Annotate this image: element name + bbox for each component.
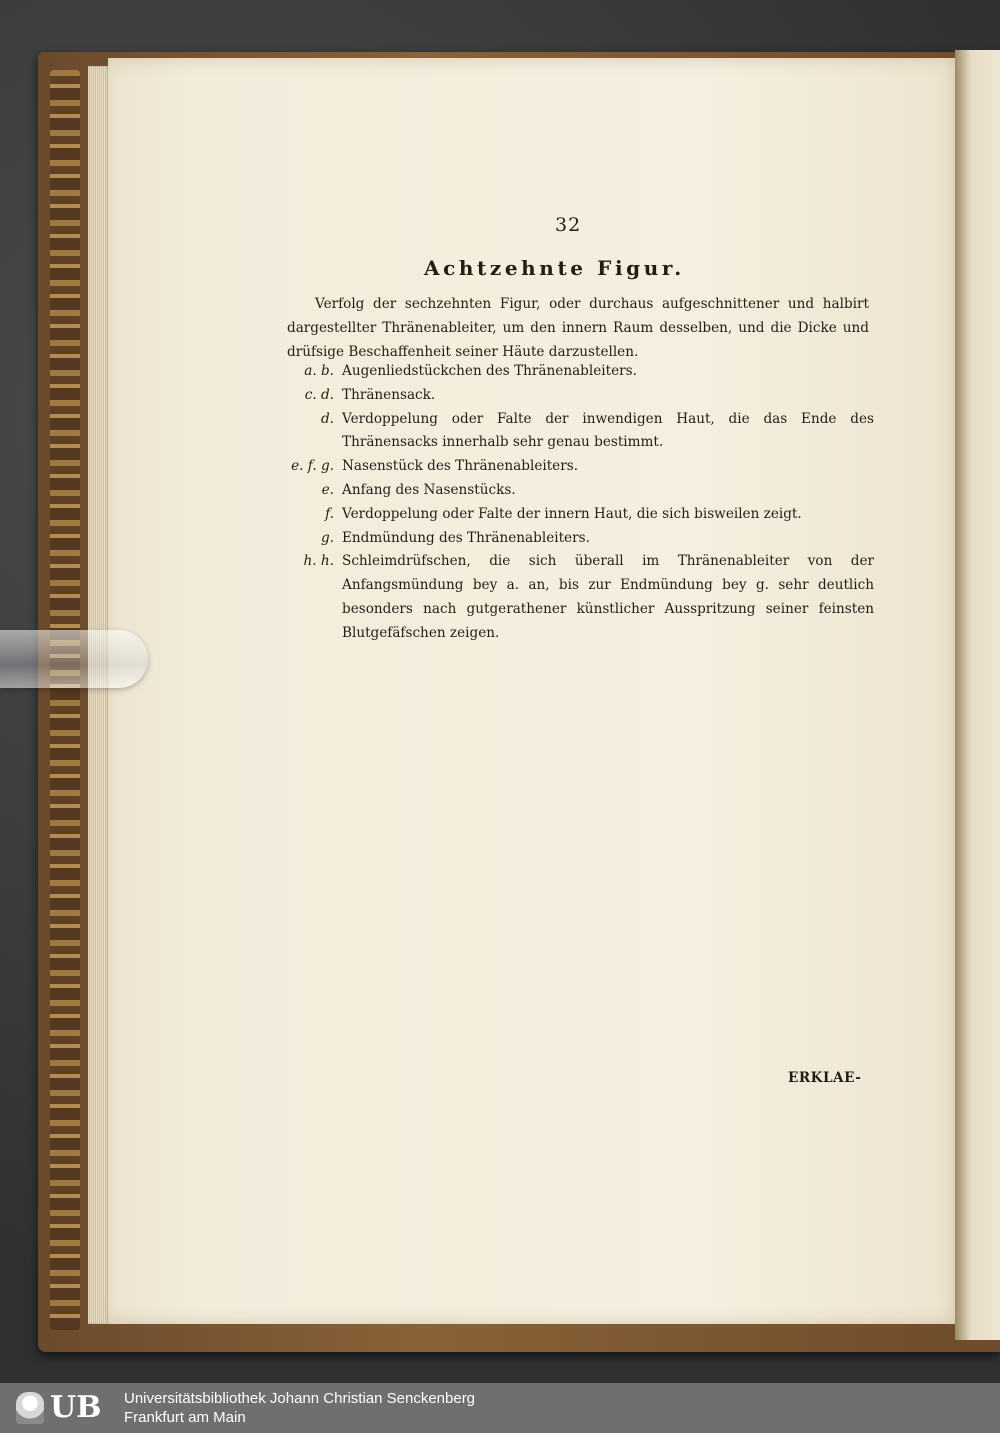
page-heading: Achtzehnte Figur. bbox=[424, 256, 685, 280]
legend-key: e. f. g. bbox=[291, 458, 334, 475]
legend-item bbox=[284, 503, 874, 527]
legend-text: Nasenstück des Thränenableiters. bbox=[342, 458, 579, 475]
legend-text: Thränensack. bbox=[342, 386, 436, 403]
legend-key: e. bbox=[321, 481, 334, 498]
book-page bbox=[108, 58, 963, 1324]
catchword: ERKLAE- bbox=[788, 1070, 862, 1086]
legend-text: Verdoppelung oder Falte der inwendigen Haut, die das Ende des Thränensacks innerhalb sehr genau bestimmt. bbox=[342, 410, 874, 451]
legend-item bbox=[284, 455, 874, 479]
legend-item bbox=[284, 360, 874, 384]
facing-page-edge bbox=[955, 50, 1000, 1340]
figure-legend bbox=[284, 360, 874, 646]
ub-logo bbox=[16, 1391, 102, 1425]
glass-page-holder bbox=[0, 630, 148, 688]
spine-ornament bbox=[50, 70, 80, 1330]
legend-text: Endmündung des Thränenableiters. bbox=[342, 529, 590, 546]
senckenberg-portrait-icon bbox=[16, 1392, 44, 1424]
legend-item bbox=[284, 384, 874, 408]
legend-key: g. bbox=[320, 529, 334, 546]
legend-key: h. h. bbox=[303, 553, 334, 570]
legend-text: Anfang des Nasenstücks. bbox=[342, 481, 516, 498]
institution-name bbox=[124, 1389, 475, 1427]
institution-line-2: Frankfurt am Main bbox=[124, 1409, 246, 1426]
legend-item bbox=[284, 527, 874, 551]
legend-text: Schleimdrüfschen, die sich überall im Thränenableiter von der Anfangsmündung bey a. an, bis zur Endmündung bey g. sehr deutlich besonders nach gutgerathener künstlicher Ausspritzung seiner feinsten Blutgefäfschen zeigen. bbox=[342, 553, 874, 641]
legend-key: c. d. bbox=[304, 386, 334, 403]
legend-key: d. bbox=[320, 410, 334, 427]
legend-item bbox=[284, 408, 874, 456]
legend-text: Augenliedstückchen des Thränenableiters. bbox=[342, 363, 637, 379]
legend-key: a. b. bbox=[304, 363, 334, 379]
legend-item bbox=[284, 479, 874, 503]
legend-key: f. bbox=[325, 505, 334, 522]
legend-item bbox=[284, 550, 874, 645]
ub-logo-text: UB bbox=[50, 1390, 102, 1425]
page-number: 32 bbox=[555, 214, 582, 236]
page-edges bbox=[88, 66, 110, 1324]
library-footer bbox=[0, 1383, 1000, 1433]
intro-paragraph: Verfolg der sechzehnten Figur, oder durchaus aufgeschnittener und halbirt dargestellter Thränenableiter, um den innern Raum desselben, und die Dicke und drüfsige Beschaffenheit seiner Häute darzustellen. bbox=[287, 296, 869, 360]
institution-line-1: Universitätsbibliothek Johann Christian Senckenberg bbox=[124, 1390, 476, 1407]
legend-text: Verdoppelung oder Falte der innern Haut, die sich bisweilen zeigt. bbox=[342, 505, 802, 522]
